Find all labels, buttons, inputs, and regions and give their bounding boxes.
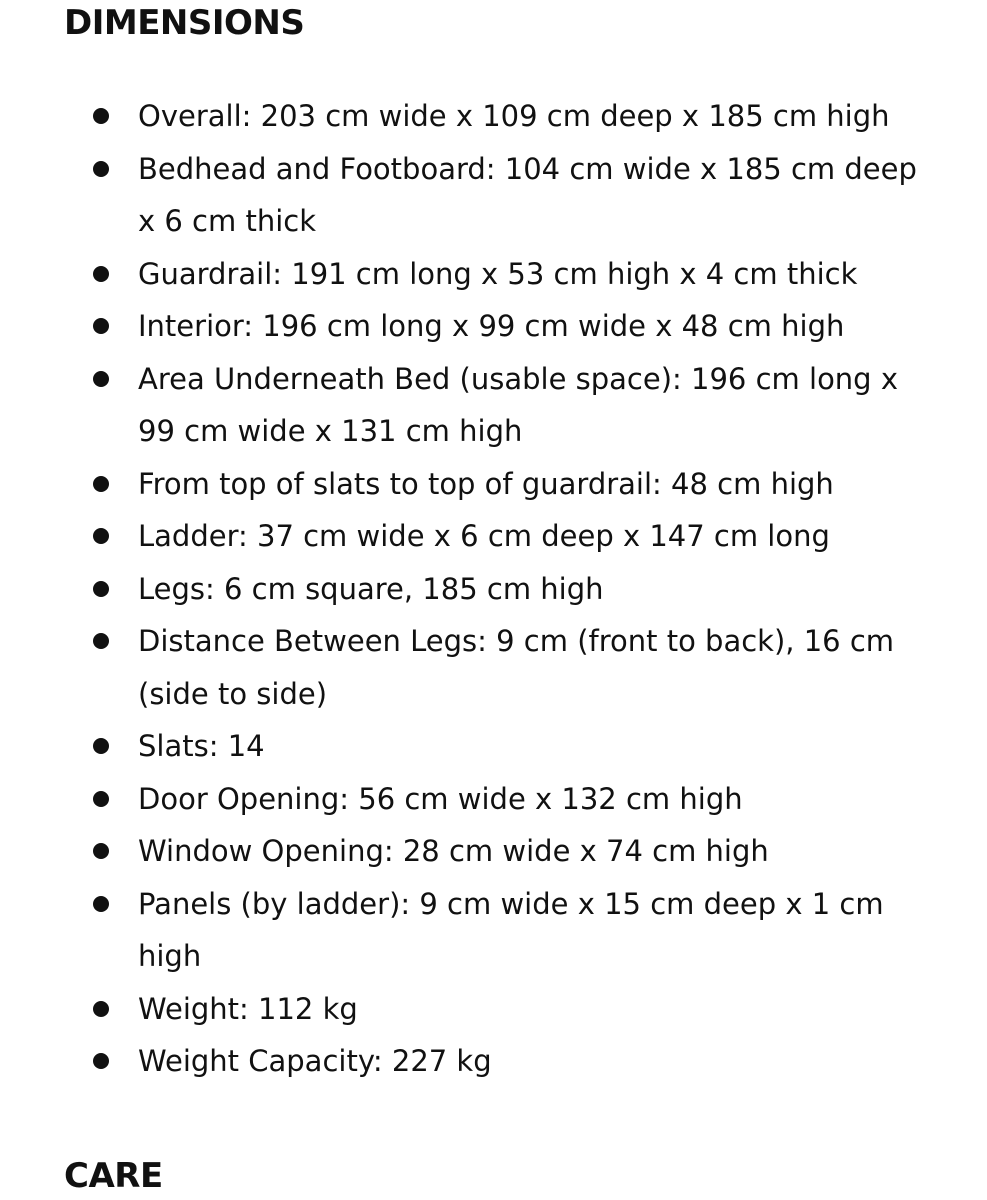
care-heading: CARE xyxy=(64,1156,163,1196)
bullet-icon xyxy=(93,738,109,754)
list-item xyxy=(138,720,918,773)
list-item xyxy=(138,300,918,353)
bullet-icon xyxy=(93,581,109,597)
spec-bedhead-footboard: Bedhead and Footboard: 104 cm wide x 185 cm deep x 6 cm thick xyxy=(138,151,917,238)
spec-area-underneath: Area Underneath Bed (usable space): 196 cm long x 99 cm wide x 131 cm high xyxy=(138,361,898,448)
spec-slats: Slats: 14 xyxy=(138,729,265,763)
bullet-icon xyxy=(93,266,109,282)
list-item xyxy=(138,90,918,143)
dimensions-heading: DIMENSIONS xyxy=(64,3,305,43)
list-item xyxy=(138,563,918,616)
spec-door-opening: Door Opening: 56 cm wide x 132 cm high xyxy=(138,781,743,816)
list-item xyxy=(138,458,918,511)
bullet-icon xyxy=(93,896,109,912)
list-item xyxy=(138,983,918,1036)
bullet-icon xyxy=(93,633,109,649)
list-item xyxy=(138,1035,918,1088)
dimensions-list xyxy=(138,90,918,1088)
bullet-icon xyxy=(93,371,109,387)
spec-distance-between-legs: Distance Between Legs: 9 cm (front to back), 16 cm (side to side) xyxy=(138,624,895,711)
spec-overall: Overall: 203 cm wide x 109 cm deep x 185 cm high xyxy=(138,99,890,133)
spec-panels: Panels (by ladder): 9 cm wide x 15 cm deep x 1 cm high xyxy=(138,886,884,973)
bullet-icon xyxy=(93,108,109,124)
spec-slats-to-guardrail: From top of slats to top of guardrail: 48 cm high xyxy=(138,466,834,501)
bullet-icon xyxy=(93,318,109,334)
spec-legs: Legs: 6 cm square, 185 cm high xyxy=(138,571,604,606)
spec-window-opening: Window Opening: 28 cm wide x 74 cm high xyxy=(138,834,769,868)
bullet-icon xyxy=(93,1001,109,1017)
list-item xyxy=(138,825,918,878)
list-item xyxy=(138,878,918,983)
bullet-icon xyxy=(93,476,109,492)
bullet-icon xyxy=(93,161,109,177)
bullet-icon xyxy=(93,791,109,807)
spec-ladder: Ladder: 37 cm wide x 6 cm deep x 147 cm long xyxy=(138,519,830,553)
list-item xyxy=(138,248,918,301)
bullet-icon xyxy=(93,528,109,544)
list-item xyxy=(138,510,918,563)
list-item xyxy=(138,615,918,720)
spec-guardrail: Guardrail: 191 cm long x 53 cm high x 4 cm thick xyxy=(138,256,858,291)
list-item xyxy=(138,773,918,826)
list-item xyxy=(138,353,918,458)
spec-weight: Weight: 112 kg xyxy=(138,991,358,1026)
list-item xyxy=(138,143,918,248)
bullet-icon xyxy=(93,843,109,859)
spec-weight-capacity: Weight Capacity: 227 kg xyxy=(138,1044,492,1078)
spec-interior: Interior: 196 cm long x 99 cm wide x 48 cm high xyxy=(138,309,845,343)
bullet-icon xyxy=(93,1053,109,1069)
